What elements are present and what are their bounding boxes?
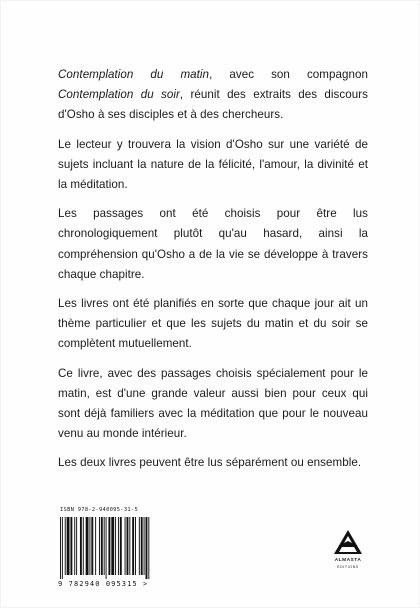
barcode-bar xyxy=(146,517,148,579)
barcode-bar xyxy=(74,517,75,575)
barcode-bar xyxy=(70,517,72,575)
barcode-bar xyxy=(101,517,103,575)
barcode-bar xyxy=(141,517,143,575)
barcode-bar xyxy=(99,517,100,575)
barcode-bar xyxy=(60,517,61,579)
barcode-bar xyxy=(111,517,114,575)
barcode-bar xyxy=(67,517,70,575)
barcode-bar xyxy=(148,517,149,579)
barcode-bar xyxy=(95,517,96,575)
barcode-bar xyxy=(62,517,63,579)
blurb-paragraph-5: Ce livre, avec des passages choisis spécialement pour le matin, est d'une grande valeur aussi bien pour ceux qui sont déjà familiers avec la méditation que pour le nouveau venu au monde intérieur. xyxy=(58,366,368,441)
publisher-name: ALMASTA xyxy=(334,558,362,563)
book-title-morning: Contemplation du matin xyxy=(58,68,210,81)
blurb-paragraph-4: Les livres ont été planifiés en sorte que chaque jour ait un thème particulier et que les sujets du matin et du soir se complètent mutuellement. xyxy=(58,297,368,351)
barcode-digits: 9 782940 095315 > xyxy=(58,580,149,588)
barcode-bar xyxy=(91,517,93,575)
barcode-block xyxy=(58,507,183,588)
barcode-bar xyxy=(80,517,82,575)
barcode-bar xyxy=(144,517,145,575)
barcode-bar xyxy=(125,517,126,575)
blurb-paragraph-1 xyxy=(58,65,368,126)
barcode-bar xyxy=(104,517,105,575)
barcode-bar xyxy=(129,517,130,575)
publisher-subtitle: EDITIONS xyxy=(337,565,359,569)
blurb-paragraph-6: Les deux livres peuvent être lus séparément ou ensemble. xyxy=(58,456,362,470)
book-title-evening: Contemplation du soir xyxy=(58,88,180,102)
blurb-text-fragment: , réunit des extraits des discours d'Osho à ses disciples et à des chercheurs. xyxy=(58,88,368,122)
barcode-bar xyxy=(132,517,134,575)
isbn-label: ISBN 978-2-940095-31-5 xyxy=(60,507,138,513)
barcode-bar xyxy=(76,517,77,575)
blurb-text-fragment: , avec son compagnon xyxy=(209,68,368,81)
barcode-bar xyxy=(118,517,119,575)
barcode-icon xyxy=(58,517,180,579)
barcode-bar xyxy=(115,517,116,575)
almasta-mountain-logo-icon xyxy=(333,529,363,555)
barcode-bar xyxy=(127,517,129,575)
barcode-bar xyxy=(89,517,90,575)
barcode-bar xyxy=(135,517,136,575)
blurb-text xyxy=(58,65,368,483)
blurb-paragraph-3: Les passages ont été choisis pour être lus chronologiquement plutôt qu'au hasard, ainsi la compréhension qu'Osho a de la vie se développe à travers chaque chapitre. xyxy=(58,207,368,281)
barcode-bar xyxy=(108,517,110,575)
barcode-bar xyxy=(83,517,84,575)
publisher-logo-block xyxy=(331,529,365,569)
blurb-paragraph-2: Le lecteur y trouvera la vision d'Osho sur une variété de sujets incluant la nature de la félicité, l'amour, la divinité et la méditation. xyxy=(58,137,368,192)
barcode-bar xyxy=(65,517,66,575)
barcode-bar xyxy=(86,517,89,575)
barcode-bar xyxy=(139,517,140,575)
barcode-bar xyxy=(120,517,122,575)
barcode-bar xyxy=(106,517,107,579)
